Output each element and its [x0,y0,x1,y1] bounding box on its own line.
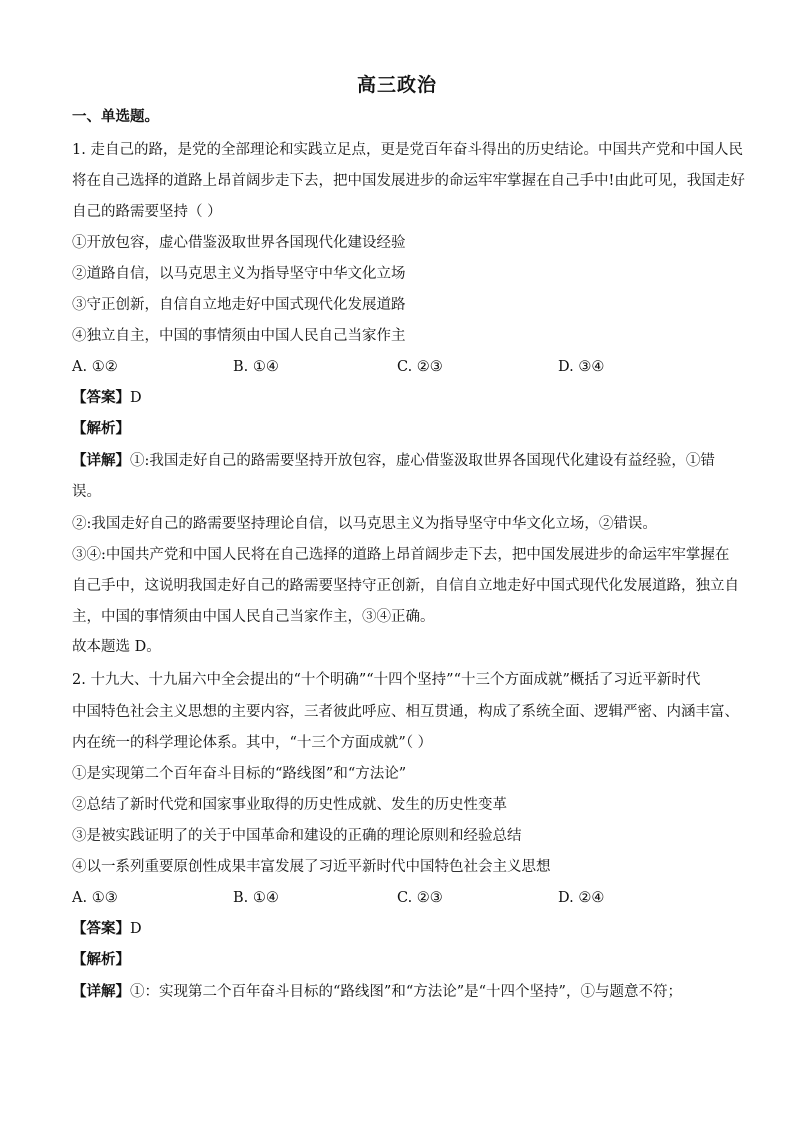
q1-stem-line: 将在自己选择的道路上昂首阔步走下去，把中国发展进步的命运牢牢掌握在自己手中!由此可见，我国走好 [72,173,745,189]
q2-stem-line: 内在统一的科学理论体系。其中，“十三个方面成就”（ ） [72,735,433,751]
q2-item: ①是实现第二个百年奋斗目标的“路线图”和“方法论” [72,766,407,782]
answer-tag: 【答案】 [72,920,130,937]
q1-item: ②道路自信，以马克思主义为指导坚守中华文化立场 [72,266,406,282]
answer-value: D [130,921,142,937]
q2-detail [72,982,682,1002]
q1-stem-line: 自己的路需要坚持（ ） [72,204,222,220]
q2-item: ②总结了新时代党和国家事业取得的历史性成就、发生的历史性变革 [72,797,507,813]
q1-option-a: A. ①② [72,359,118,375]
q1-conclusion: 故本题选 D。 [72,639,161,655]
answer-value: D [130,390,142,406]
q2-item: ④以一系列重要原创性成果丰富发展了习近平新时代中国特色社会主义思想 [72,859,551,875]
q1-option-b: B. ①④ [233,359,279,375]
q2-analysis-tag: 【解析】 [72,951,130,968]
q1-detail-line: 自己手中，这说明我国走好自己的路需要坚持守正创新，自信自立地走好中国式现代化发展道路，独立自 [72,578,739,594]
q2-option-c: C. ②③ [397,890,443,906]
q1-option-c: C. ②③ [397,359,443,375]
detail-tag: 【详解】 [72,452,130,469]
q1-answer [72,388,142,408]
q2-stem-line: 2. 十九大、十九届六中全会提出的“十个明确”“十四个坚持”“十三个方面成就”概括了习近平新时代 [72,672,701,688]
answer-tag: 【答案】 [72,389,130,406]
section-heading: 一、单选题。 [72,108,159,125]
q1-detail [72,451,715,471]
detail-text: ①：实现第二个百年奋斗目标的“路线图”和“方法论”是“十四个坚持”，①与题意不符； [130,984,682,1000]
q2-option-a: A. ①③ [72,890,118,906]
q1-item: ④独立自主，中国的事情须由中国人民自己当家作主 [72,328,406,344]
page-title: 高三政治 [356,74,437,96]
q1-detail-line: ②:我国走好自己的路需要坚持理论自信，以马克思主义为指导坚守中华文化立场，②错误。 [72,516,657,532]
q1-option-d: D. ③④ [558,359,605,375]
q1-item: ③守正创新，自信自立地走好中国式现代化发展道路 [72,297,406,313]
q1-analysis-tag: 【解析】 [72,420,130,437]
detail-text: ①:我国走好自己的路需要坚持开放包容，虚心借鉴汲取世界各国现代化建设有益经验，①错 [130,453,715,469]
q2-item: ③是被实践证明了的关于中国革命和建设的正确的理论原则和经验总结 [72,828,522,844]
detail-tag: 【详解】 [72,983,130,1000]
q1-detail-line: ③④:中国共产党和中国人民将在自己选择的道路上昂首阔步走下去，把中国发展进步的命运牢牢掌握在 [72,547,730,563]
q1-stem-line: 1. 走自己的路，是党的全部理论和实践立足点，更是党百年奋斗得出的历史结论。中国共产党和中国人民 [72,142,743,158]
q1-detail-line: 主，中国的事情须由中国人民自己当家作主，③④正确。 [72,609,435,625]
q2-option-d: D. ②④ [558,890,605,906]
q1-detail-line: 误。 [72,484,101,500]
q1-item: ①开放包容，虚心借鉴汲取世界各国现代化建设经验 [72,235,406,251]
q2-stem-line: 中国特色社会主义思想的主要内容，三者彼此呼应、相互贯通，构成了系统全面、逻辑严密、内涵丰富、 [72,704,739,720]
q2-answer [72,919,142,939]
q2-option-b: B. ①④ [233,890,279,906]
